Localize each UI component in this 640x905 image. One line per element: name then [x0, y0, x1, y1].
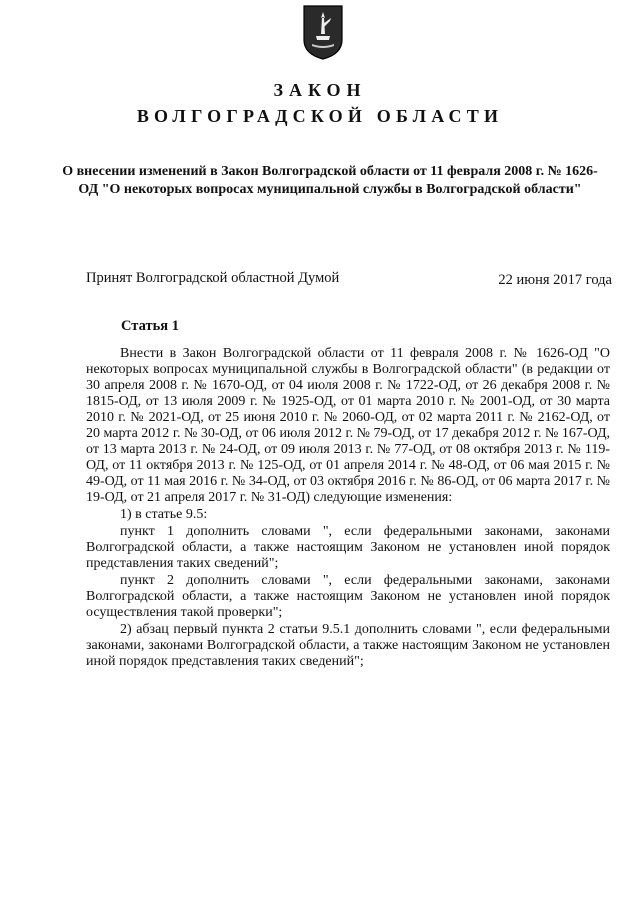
article-heading: Статья 1: [121, 318, 179, 334]
paragraph-point-2: пункт 2 дополнить словами ", если федеральными законами, законами Волгоградской области, а также настоящим Законом не установлен иной порядок осуществления такой проверки";: [86, 573, 610, 620]
law-title: ЗАКОН: [273, 80, 367, 100]
adoption-date: 22 июня 2017 года: [498, 272, 612, 288]
paragraph-item-1: 1) в статье 9.5:: [120, 507, 208, 522]
paragraph-point-1: пункт 1 дополнить словами ", если федеральными законами, законами Волгоградской области, а также настоящим Законом не установлен иной порядок представления таких сведений";: [86, 524, 610, 571]
coat-of-arms-icon: [302, 4, 344, 60]
paragraph-item-2: 2) абзац первый пункта 2 статьи 9.5.1 дополнить словами ", если федеральными законами, законами Волгоградской области, а также настоящим Законом не установлен иной порядок представления таких сведений";: [86, 622, 610, 669]
law-subject: О внесении изменений в Закон Волгоградской области от 11 февраля 2008 г. № 1626-ОД "О некоторых вопросах муниципальной службы в Волгоградской области": [62, 164, 598, 197]
paragraph-amendment-intro: Внести в Закон Волгоградской области от 11 февраля 2008 г. № 1626-ОД "О некоторых вопросах муниципальной службы в Волгоградской области" (в редакции от 30 апреля 2008 г. № 1670-ОД, от 04 июля 2008 г. № 1722-ОД, от 26 декабря 2008 г. № 1815-ОД, от 13 июля 2009 г. № 1925-ОД, от 01 марта 2010 г. № 2001-ОД, от 30 марта 2010 г. № 2021-ОД, от 25 июня 2010 г. № 2060-ОД, от 02 марта 2011 г. № 2162-ОД, от 20 марта 2012 г. № 30-ОД, от 06 июля 2012 г. № 79-ОД, от 17 декабря 2012 г. № 167-ОД, от 13 марта 2013 г. № 24-ОД, от 09 июля 2013 г. № 77-ОД, от 08 октября 2013 г. № 119-ОД, от 11 октября 2013 г. № 125-ОД, от 01 апреля 2014 г. № 48-ОД, от 06 мая 2015 г. № 49-ОД, от 11 мая 2016 г. № 34-ОД, от 03 октября 2016 г. № 86-ОД, от 06 марта 2017 г. № 19-ОД, от 21 апреля 2017 г. № 31-ОД) следующие изменения:: [86, 346, 610, 505]
adoption-label: Принят Волгоградской областной Думой: [86, 270, 340, 286]
article-body: [86, 346, 610, 670]
region-title: ВОЛГОГРАДСКОЙ ОБЛАСТИ: [136, 106, 504, 126]
